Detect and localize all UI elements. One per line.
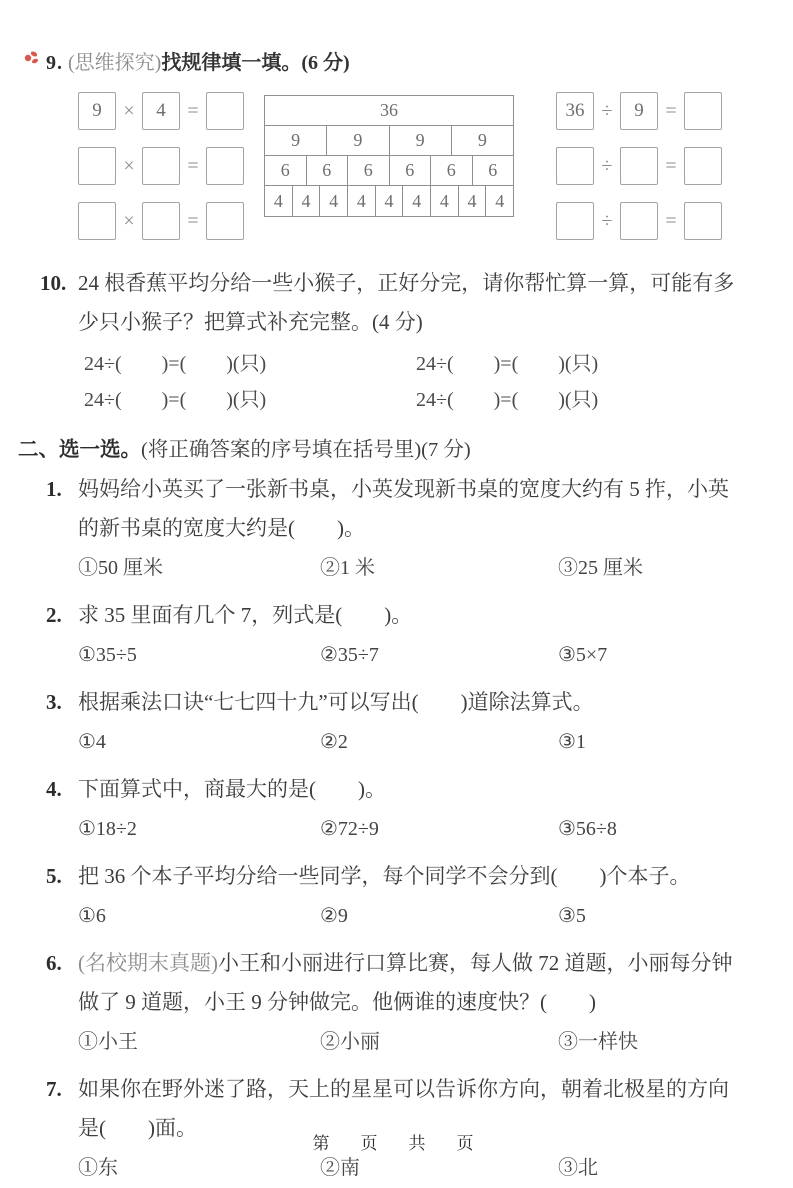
red-stamp-mark: [20, 49, 42, 67]
question-text-line: 是( )面。: [78, 1116, 197, 1140]
factor-box: 4: [142, 92, 180, 130]
equals-sign: =: [665, 154, 677, 177]
table-cell: 6: [307, 156, 349, 186]
division-column: [556, 91, 722, 256]
table-cell: 6: [431, 156, 473, 186]
mul-equation-row-1: [78, 91, 244, 131]
factor-box: 9: [78, 92, 116, 130]
choice-question-1: [0, 470, 793, 588]
factor-box: [142, 147, 180, 185]
choice-question-5: [0, 857, 793, 936]
table-cell: 9: [327, 126, 389, 156]
question-number: 6.: [46, 951, 62, 975]
options-row: [78, 896, 793, 936]
dividend-box: [556, 147, 594, 185]
question-text-line: (名校期末真题)小王和小丽进行口算比赛，每人做 72 道题，小丽每分钟: [78, 951, 733, 975]
table-cell: 4: [265, 186, 293, 216]
option-1: ①小王: [78, 1031, 138, 1053]
table-cell: 4: [495, 190, 505, 211]
equals-sign: =: [187, 154, 199, 177]
option-2: ②南: [320, 1157, 360, 1179]
question-number: 2.: [46, 603, 62, 627]
divisor-box: [620, 147, 658, 185]
div-equation-row-3: [556, 201, 722, 241]
option-2: ②1 米: [320, 557, 375, 579]
option-2: ②9: [320, 905, 348, 927]
question-text-line: 24 根香蕉平均分给一些小猴子，正好分完，请你帮忙算一算，可能有多: [78, 271, 735, 295]
choice-question-6: [0, 944, 793, 1062]
table-row-4s: [265, 186, 513, 216]
choice-question-2: [0, 596, 793, 675]
option-1: ①6: [78, 905, 106, 927]
factor-box: [142, 202, 180, 240]
table-cell: 6: [265, 156, 307, 186]
option-3: ③56÷8: [558, 818, 617, 840]
table-cell: 6: [348, 156, 390, 186]
table-cell: 36: [265, 96, 513, 126]
options-row: [78, 1022, 793, 1062]
options-row: [78, 548, 793, 588]
table-cell: 6: [390, 156, 432, 186]
question-number: 9.: [46, 52, 63, 74]
option-1: ①50 厘米: [78, 557, 163, 579]
table-cell: 4: [348, 186, 376, 216]
table-row-36: [265, 96, 513, 126]
question-tag: (思维探究): [68, 52, 162, 74]
options-row: [78, 722, 793, 762]
option-2: ②小丽: [320, 1031, 380, 1053]
multiplication-column: [78, 91, 244, 256]
times-sign: ×: [123, 99, 135, 122]
table-cell: 9: [390, 126, 452, 156]
option-1: ①18÷2: [78, 818, 137, 840]
option-3: ③一样快: [558, 1031, 638, 1053]
option-3: ③5: [558, 905, 586, 927]
page-footer: 第 页 共 页: [312, 1134, 481, 1153]
answer-box: [206, 202, 244, 240]
question-10: [0, 264, 793, 342]
div-equation-row-1: [556, 91, 722, 131]
mul-equation-row-3: [78, 201, 244, 241]
table-cell: 9: [265, 126, 327, 156]
table-row-9s: [265, 126, 513, 156]
fill-in-equation: 24÷( )=( )(只): [416, 353, 599, 375]
question-number: 1.: [46, 477, 62, 501]
question-text-line: 下面算式中，商最大的是( )。: [78, 777, 386, 801]
option-1: ①4: [78, 731, 106, 753]
section-note: (将正确答案的序号填在括号里)(7 分): [141, 439, 471, 461]
table-cell: 4: [376, 186, 404, 216]
divide-sign: ÷: [601, 99, 613, 122]
question-text-line: 做了 9 道题，小王 9 分钟做完。他俩谁的速度快？( ): [78, 990, 596, 1014]
equals-sign: =: [187, 99, 199, 122]
option-2: ②72÷9: [320, 818, 379, 840]
options-row: [78, 635, 793, 675]
answer-box: [684, 92, 722, 130]
options-row: [78, 1148, 793, 1188]
question-text-line: 如果你在野外迷了路，天上的星星可以告诉你方向，朝着北极星的方向: [78, 1077, 729, 1101]
question-number: 3.: [46, 690, 62, 714]
option-1: ①35÷5: [78, 644, 137, 666]
table-cell: 9: [452, 126, 513, 156]
question-text-line: 少只小猴子？把算式补充完整。(4 分): [78, 310, 423, 334]
question-title: 找规律填一填。(6 分): [161, 52, 350, 74]
question-number: 10.: [40, 271, 67, 295]
option-3: ③25 厘米: [558, 557, 643, 579]
question-number: 4.: [46, 777, 62, 801]
times-sign: ×: [123, 154, 135, 177]
section-2-heading: [18, 432, 793, 462]
question-9-heading: [46, 46, 793, 75]
answer-box: [206, 92, 244, 130]
mul-equation-row-2: [78, 146, 244, 186]
question-tag: (名校期末真题): [78, 951, 218, 975]
divide-sign: ÷: [601, 209, 613, 232]
divisor-box: [620, 202, 658, 240]
option-1: ①东: [78, 1157, 118, 1179]
option-3: ③北: [558, 1157, 598, 1179]
section-title: 二、选一选。: [18, 439, 141, 461]
table-cell: 4: [431, 186, 459, 216]
times-sign: ×: [123, 209, 135, 232]
fill-in-equation: 24÷( )=( )(只): [84, 353, 267, 375]
div-equation-row-2: [556, 146, 722, 186]
option-2: ②2: [320, 731, 348, 753]
equation-row: [84, 382, 793, 418]
dividend-box: 36: [556, 92, 594, 130]
factor-box: [78, 202, 116, 240]
equals-sign: =: [665, 99, 677, 122]
divisor-box: 9: [620, 92, 658, 130]
question-number: 7.: [46, 1077, 62, 1101]
table-cell: 4: [403, 186, 431, 216]
question-text-line: 的新书桌的宽度大约是( )。: [78, 516, 365, 540]
worksheet-page: [0, 46, 793, 1179]
fill-in-equation: 24÷( )=( )(只): [416, 389, 599, 411]
choice-question-4: [0, 770, 793, 849]
options-row: [78, 809, 793, 849]
question-text-line: 求 35 里面有几个 7，列式是( )。: [78, 603, 413, 627]
fill-in-equation: 24÷( )=( )(只): [84, 389, 267, 411]
equals-sign: =: [187, 209, 199, 232]
option-2: ②35÷7: [320, 644, 379, 666]
table-cell: 6: [473, 156, 514, 186]
pattern-figure: [78, 91, 793, 256]
equation-row: [84, 346, 793, 382]
choice-question-3: [0, 683, 793, 762]
question-number: 5.: [46, 864, 62, 888]
divide-sign: ÷: [601, 154, 613, 177]
table-cell: 4: [320, 186, 348, 216]
table-cell: 4: [293, 186, 321, 216]
table-cell: 4: [459, 186, 487, 216]
partition-table: [264, 95, 514, 217]
question-text-line: 根据乘法口诀“七七四十九”可以写出( )道除法算式。: [78, 690, 594, 714]
question-10-equations: [0, 346, 793, 418]
dividend-box: [556, 202, 594, 240]
question-text-line: 把 36 个本子平均分给一些同学，每个同学不会分到( )个本子。: [78, 864, 691, 888]
answer-box: [684, 147, 722, 185]
factor-box: [78, 147, 116, 185]
answer-box: [684, 202, 722, 240]
answer-box: [206, 147, 244, 185]
option-3: ③5×7: [558, 644, 608, 666]
question-text-line: 妈妈给小英买了一张新书桌，小英发现新书桌的宽度大约有 5 拃，小英: [78, 477, 729, 501]
equals-sign: =: [665, 209, 677, 232]
option-3: ③1: [558, 731, 586, 753]
table-row-6s: [265, 156, 513, 186]
